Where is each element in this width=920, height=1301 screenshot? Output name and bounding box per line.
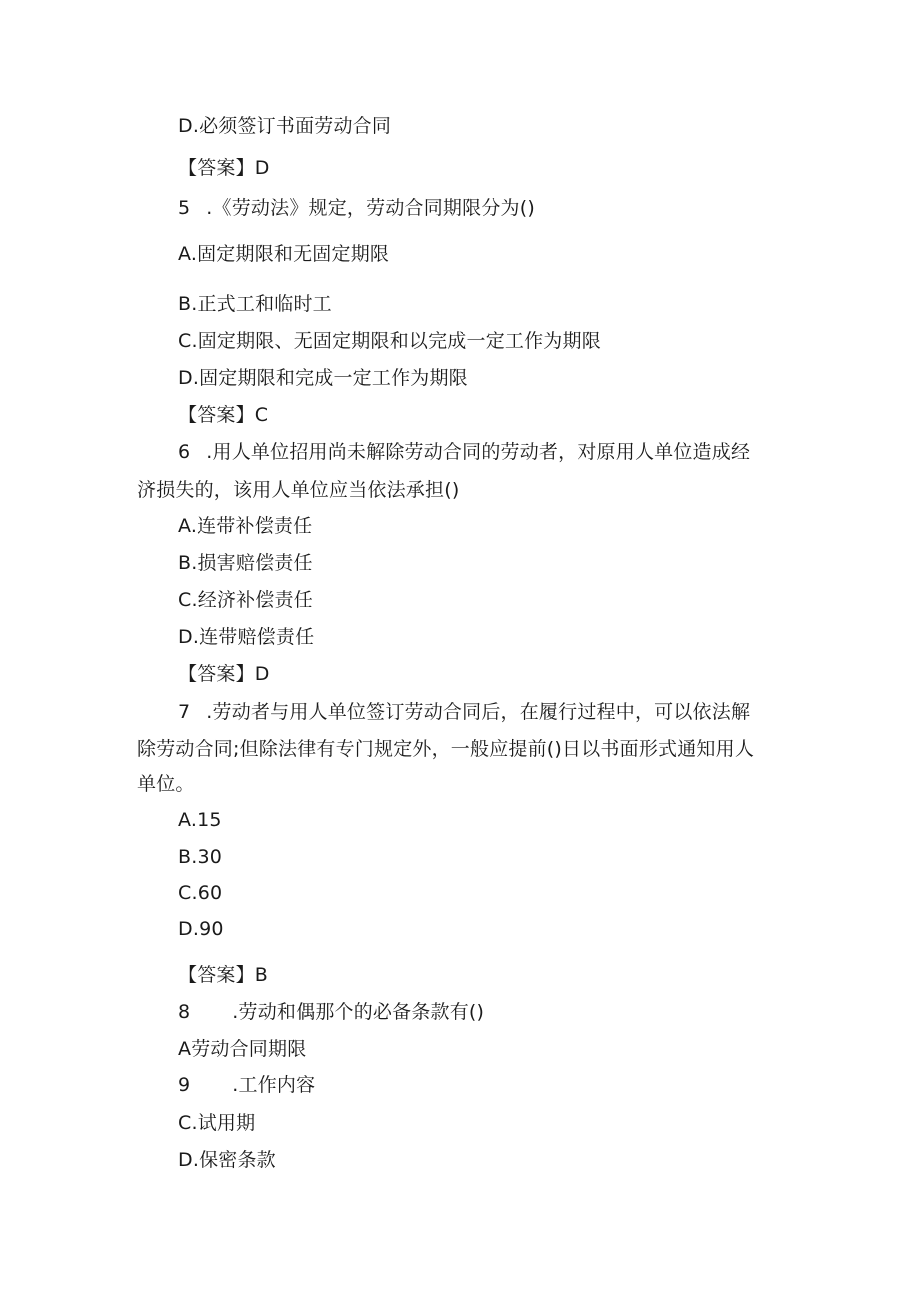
question-6-continued: 济损失的，该用人单位应当依法承担() [137,479,460,501]
question-text: .《劳动法》规定，劳动合同期限分为() [206,197,535,219]
q7-option-b: B.30 [178,846,223,868]
answer-line: 【答案】D [178,157,270,179]
question-number: 8 [178,1001,191,1023]
q5-option-c: C.固定期限、无固定期限和以完成一定工作为期限 [178,330,601,352]
question-5 [178,196,535,220]
q6-option-c: C.经济补偿责任 [178,589,313,611]
question-6 [178,440,750,464]
question-text: .劳动和偶那个的必备条款有() [232,1001,485,1023]
q8-option-c: C.试用期 [178,1112,256,1134]
question-7-continued: 除劳动合同;但除法律有专门规定外，一般应提前()日以书面形式通知用人 [137,738,755,760]
q6-option-d: D.连带赔偿责任 [178,626,315,648]
question-9 [178,1073,315,1097]
q7-answer: 【答案】B [178,964,269,986]
question-text: .劳动者与用人单位签订劳动合同后，在履行过程中，可以依法解 [206,701,751,723]
q7-option-a: A.15 [178,809,222,831]
option-d-written-contract: D.必须签订书面劳动合同 [178,115,392,137]
question-number: 7 [178,701,191,723]
question-8 [178,1000,484,1024]
q5-answer: 【答案】C [178,404,269,426]
q8-option-d: D.保密条款 [178,1149,276,1171]
question-7-continued-2: 单位。 [137,773,195,795]
q6-option-b: B.损害赔偿责任 [178,552,313,574]
question-number: 6 [178,441,191,463]
question-text: .用人单位招用尚未解除劳动合同的劳动者，对原用人单位造成经 [206,441,751,463]
q7-option-c: C.60 [178,882,223,904]
q7-option-d: D.90 [178,918,224,940]
q5-option-a: A.固定期限和无固定期限 [178,243,390,265]
q5-option-d: D.固定期限和完成一定工作为期限 [178,367,468,389]
q8-option-a: A劳动合同期限 [178,1038,307,1060]
question-text: .工作内容 [232,1074,316,1096]
question-number: 9 [178,1074,191,1096]
question-number: 5 [178,197,191,219]
q6-option-a: A.连带补偿责任 [178,515,313,537]
question-7 [178,700,750,724]
q6-answer: 【答案】D [178,663,270,685]
q5-option-b: B.正式工和临时工 [178,293,332,315]
